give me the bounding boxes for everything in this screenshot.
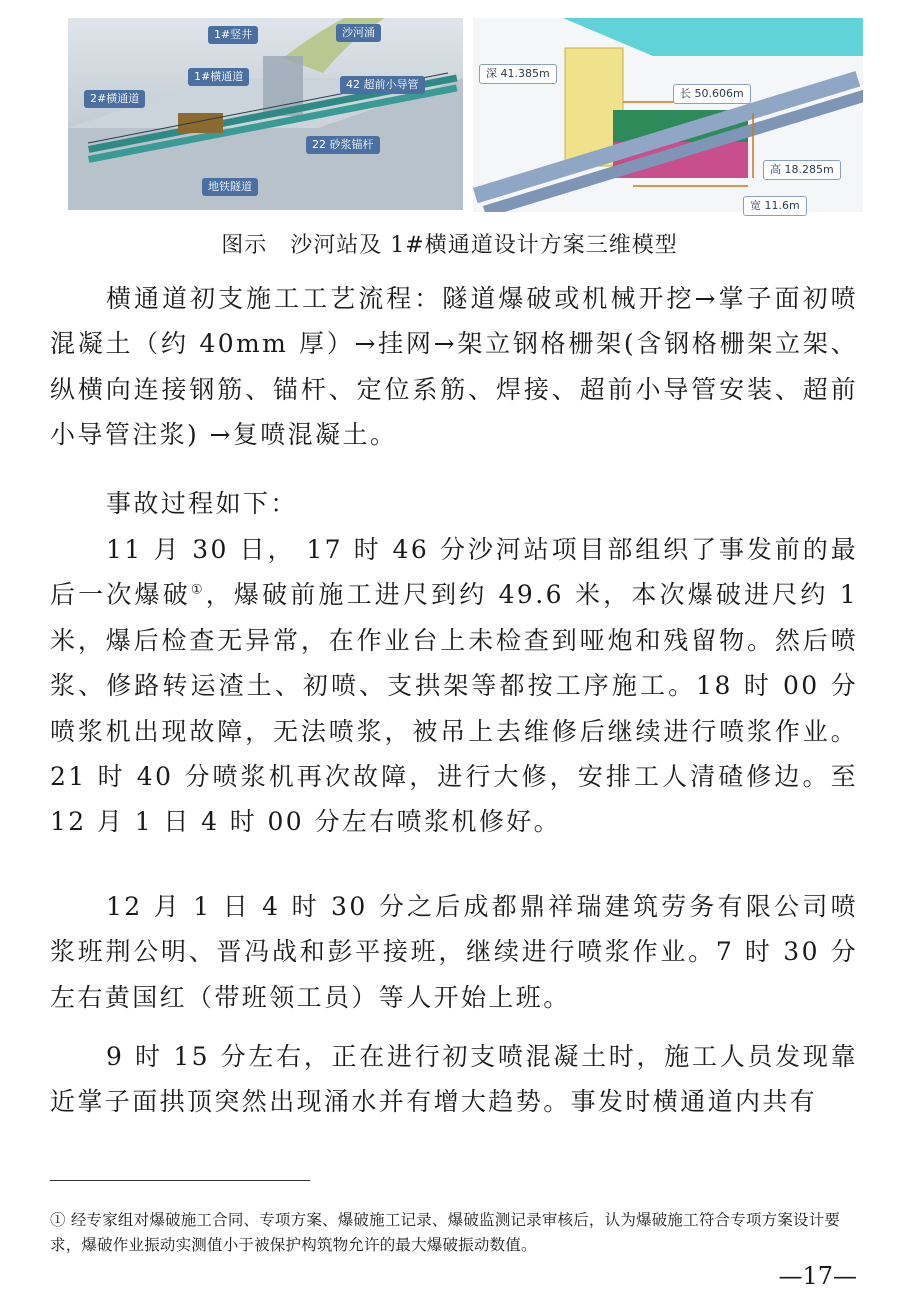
paragraph-nov30 xyxy=(50,527,858,845)
paragraph-dec1-shift: 12 月 1 日 4 时 30 分之后成都鼎祥瑞建筑劳务有限公司喷浆班荆公明、晋冯战和彭平接班，继续进行喷浆作业。7 时 30 分左右黄国红（带班领工员）等人开始上班。 xyxy=(50,892,858,1012)
label-passage-2: 2#横通道 xyxy=(84,90,145,108)
paragraph-accident-intro: 事故过程如下： xyxy=(106,489,298,518)
page-number: —17— xyxy=(778,1262,857,1290)
design-model-image-left xyxy=(68,18,463,210)
label-anchor-22: 22 砂浆锚杆 xyxy=(306,136,380,154)
paragraph-process-flow: 横通道初支施工工艺流程：隧道爆破或机械开挖→掌子面初喷混凝土（约 40mm 厚）→挂网→架立钢格栅架(含钢格栅架立架、纵横向连接钢筋、锚杆、定位系筋、焊接、超前小导管安装、超前小导管注浆) →复喷混凝土。 xyxy=(50,284,858,450)
mesh-model-drawing xyxy=(473,18,863,212)
footnote: ① 经专家组对爆破施工合同、专项方案、爆破施工记录、爆破监测记录审核后，认为爆破施工符合专项方案设计要求，爆破作业振动实测值小于被保护构筑物允许的最大爆破振动数值。 xyxy=(50,1211,841,1254)
paragraph-nov30-part1: 11 月 30 日， 17 时 46 分沙河站项目部组织了事发前的最后一次爆破 xyxy=(50,535,858,610)
design-model-image-right xyxy=(473,18,863,212)
figure-caption: 图示 沙河站及 1#横通道设计方案三维模型 xyxy=(221,233,678,258)
design-model-drawing xyxy=(68,18,463,210)
paragraph-nov30-part2: ，爆破前施工进尺到约 49.6 米，本次爆破进尺约 1 米，爆后检查无异常，在作业台上未检查到哑炮和残留物。然后喷浆、修路转运渣土、初喷、支拱架等都按工序施工。18 时 00 分喷浆机出现故障，无法喷浆，被吊上去维修后继续进行喷浆作业。21 时 40 分喷浆机再次故障，进行大修，安排工人清碴修边。至 12 月 1 日 4 时 00 分左右喷浆机修好。 xyxy=(50,580,858,837)
label-height: 高 18.285m xyxy=(763,160,841,180)
label-passage-1: 1#横通道 xyxy=(188,68,249,86)
label-shaft-1: 1#竖井 xyxy=(208,26,258,44)
label-shahe-river: 沙河涌 xyxy=(336,24,381,42)
footnote-mark: ① xyxy=(190,583,206,599)
footnote-divider xyxy=(50,1180,310,1181)
label-depth: 深 41.385m xyxy=(479,64,557,84)
label-width: 宽 11.6m xyxy=(743,196,807,216)
label-metro-tunnel: 地铁隧道 xyxy=(202,178,258,196)
paragraph-water-inrush: 9 时 15 分左右，正在进行初支喷混凝土时，施工人员发现靠近掌子面拱顶突然出现涌水并有增大趋势。事发时横通道内共有 xyxy=(50,1042,858,1117)
label-pipe-42: 42 超前小导管 xyxy=(340,76,425,94)
label-length: 长 50.606m xyxy=(673,84,751,104)
